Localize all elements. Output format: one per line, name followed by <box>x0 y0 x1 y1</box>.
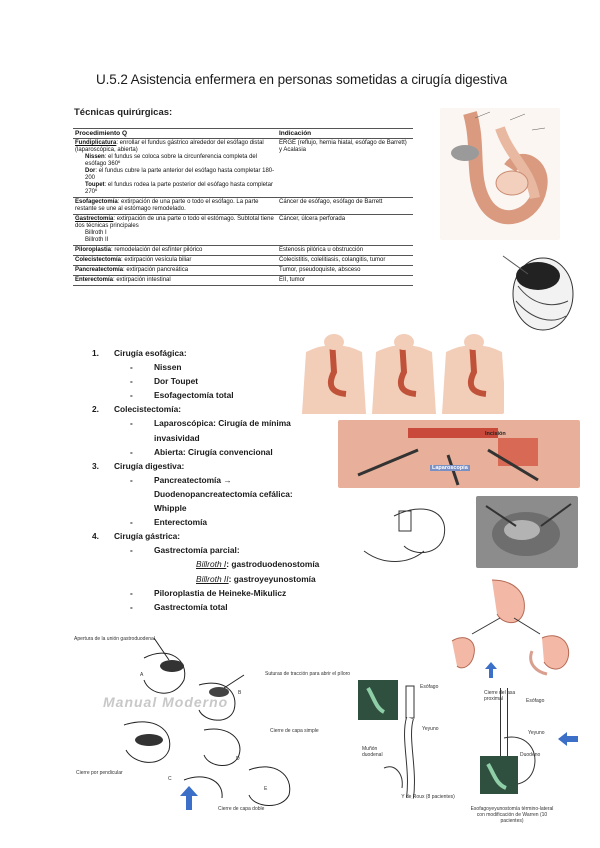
sub-desc: : el fundus se coloca sobre la circunferencia completa del esófago 360º <box>85 154 258 167</box>
laparoscopy-label: Laparoscopia <box>432 465 468 471</box>
section-subtitle: Técnicas quirúrgicas: <box>74 107 173 118</box>
list-subitem-text: Abierta: Cirugía convencional <box>154 446 273 457</box>
table-cell-indication: Estenosis pilórica u obstrucción <box>277 246 413 256</box>
procedures-table <box>73 128 413 286</box>
fig-b-label: B <box>238 690 242 696</box>
list-subitem-cont <box>92 487 319 501</box>
table-row <box>73 246 413 256</box>
fig-d-label: D <box>236 756 240 762</box>
table-row <box>73 256 413 266</box>
page-title: U.5.2 Asistencia enfermera en personas sometidas a cirugía digestiva <box>96 72 508 87</box>
procedure-desc: : extirpación intestinal <box>113 277 171 283</box>
table-row <box>73 266 413 276</box>
procedure-name: Piloroplastia <box>75 247 112 253</box>
jejunum-label: Yeyuno <box>528 730 545 736</box>
list-subitem-cont <box>92 501 319 515</box>
list-subitem: - Gastrectomía total <box>92 600 319 614</box>
apertura-label: Apertura de la unión gastroduodenal <box>74 636 155 642</box>
list-item <box>92 459 319 473</box>
esofago-label-2: Esófago <box>526 698 545 704</box>
laparoscopy-illustration <box>338 420 580 488</box>
y-roux-label: Y de Roux (8 pacientes) <box>401 794 455 800</box>
table-row <box>73 198 413 215</box>
table-cell-procedure <box>73 215 277 246</box>
table-header-procedure: Procedimiento Q <box>73 129 277 139</box>
billroth-illustration <box>432 576 580 680</box>
procedure-desc: : extirpación de una parte o todo el estómago. Subtotal tiene dos técnicas principales <box>75 216 274 229</box>
procedure-desc: : enrollar el fundus gástrico alrededor del esófago distal (laparoscópica, abierta) <box>75 140 264 153</box>
procedure-name: Gastrectomía <box>75 216 114 222</box>
list-label: Cirugía gástrica: <box>114 531 181 542</box>
table-cell-procedure <box>73 198 277 215</box>
list-subitem: - Piloroplastia de Heineke-Mikulicz <box>92 586 319 600</box>
manual-moderno-watermark: Manual Moderno <box>103 694 229 710</box>
table-row <box>73 139 413 198</box>
table-row <box>73 276 413 286</box>
table-cell-procedure <box>73 139 277 198</box>
table-cell-procedure <box>73 246 277 256</box>
list-label: Cirugía digestiva: <box>114 460 185 471</box>
list-subitem-text: Pancreatectomía → <box>154 474 232 485</box>
list-subitem-text: Whipple <box>154 503 187 514</box>
list-item <box>92 346 319 360</box>
sub-desc: Billroth II <box>85 237 109 243</box>
sub-name: Nissen <box>85 154 105 160</box>
table-cell-procedure <box>73 266 277 276</box>
list-subsubitem <box>92 572 319 586</box>
procedure-name: Colecistectomía <box>75 257 122 263</box>
list-subitem-text: Enterectomía <box>154 517 208 528</box>
whipple-photo <box>476 496 578 568</box>
fundoplication-illustration <box>440 108 560 240</box>
sub-desc: : el fundus rodea la parte posterior del esófago hasta completar 270º <box>85 182 273 195</box>
cierre-pendicular-label: Cierre por pendicular <box>76 770 123 776</box>
list-subitem-text: invasividad <box>154 432 200 443</box>
list-subsubitem <box>92 557 319 571</box>
list-subitem: - Gastrectomía parcial: <box>92 543 319 557</box>
table-cell-indication: EII, tumor <box>277 276 413 286</box>
list-subitem: - Pancreatectomía → <box>92 473 319 487</box>
list-subitem-cont <box>92 431 319 445</box>
list-subitem-text: Piloroplastia de Heineke-Mikulicz <box>154 587 287 598</box>
procedure-name: Esofagectomía <box>75 199 118 205</box>
list-subitem-text: Gastrectomía total <box>154 601 228 612</box>
list-subitem-text: Laparoscópica: Cirugía de mínima <box>154 418 291 429</box>
list-number: 2. <box>92 404 99 415</box>
procedure-desc: : extirpación de una parte o todo el esófago. La parte restante se une al estómago remodelado. <box>75 199 259 212</box>
list-subitem: - Laparoscópica: Cirugía de mínima <box>92 416 319 430</box>
procedure-desc: : extirpación vesícula biliar <box>121 257 192 263</box>
fig-e-label: E <box>264 786 268 792</box>
table-cell-indication: ERGE (reflujo, hernia hiatal, esófago de Barrett) y Acalasia <box>277 139 413 198</box>
pyloroplasty-illustration <box>74 630 334 816</box>
duodenum-label: Duodeno <box>520 752 541 758</box>
surgery-list <box>92 346 319 614</box>
list-subitem-text: Dor Toupet <box>154 376 199 387</box>
up-arrow-icon <box>180 786 198 815</box>
table-cell-procedure <box>73 276 277 286</box>
sub-name: Dor <box>85 168 96 174</box>
list-subitem: - Enterectomía <box>92 515 319 529</box>
table-cell-indication: Colecistitis, colelitiasis, colangitis, tumor <box>277 256 413 266</box>
list-subitem: - Nissen <box>92 360 319 374</box>
billroth-desc: : gastroyeyunostomía <box>228 573 316 584</box>
list-subitem: - Abierta: Cirugía convencional <box>92 445 319 459</box>
list-subitem: - Esofagectomía total <box>92 388 319 402</box>
table-cell-indication: Cáncer, úlcera perforada <box>277 215 413 246</box>
fig-c-label: C <box>168 776 172 782</box>
esophageal-surgery-illustration <box>294 332 504 414</box>
list-subitem-text: Esofagectomía total <box>154 390 234 401</box>
table-cell-indication: Cáncer de esófago, esófago de Barrett <box>277 198 413 215</box>
sub-desc: : el fundus cubre la parte anterior del esófago hasta completar 180-200 <box>85 168 275 181</box>
list-subitem-text: Duodenopancreatectomía cefálica: <box>154 488 293 499</box>
table-row <box>73 215 413 246</box>
procedure-name: Fundiplicatura <box>75 140 117 146</box>
esofago-label: Esófago <box>420 684 439 690</box>
table-cell-procedure <box>73 256 277 266</box>
cierre-asa-label: Cierre del asa proximal <box>484 690 516 702</box>
munon-label: Muñón duodenal <box>362 746 383 758</box>
list-number: 4. <box>92 531 99 542</box>
list-number: 1. <box>92 348 99 358</box>
whipple-sketch-illustration <box>354 496 464 568</box>
list-item <box>92 402 319 416</box>
yeyuno-label: Yeyuno <box>422 726 439 732</box>
list-label: Colecistectomía: <box>114 404 182 415</box>
table-header-indication: Indicación <box>277 129 413 139</box>
procedure-desc: : remodelación del esfínter pilórico <box>111 247 203 253</box>
sub-desc: Billroth I <box>85 230 107 236</box>
procedure-desc: : extirpación pancreática <box>123 267 189 273</box>
fig-a-label: A <box>140 672 144 678</box>
procedure-name: Pancreatectomía <box>75 267 124 273</box>
billroth-term: Billroth II <box>196 573 229 584</box>
incision-label: Incisión <box>485 431 506 437</box>
table-cell-indication: Tumor, pseudoquiste, absceso <box>277 266 413 276</box>
left-arrow-icon <box>558 732 578 751</box>
billroth-term: Billroth I <box>196 559 227 570</box>
list-item <box>92 529 319 543</box>
stomach-sketch-illustration <box>498 246 578 334</box>
list-number: 3. <box>92 460 99 471</box>
billroth-desc: : gastroduodenostomía <box>226 559 320 570</box>
cierre-simple-label: Cierre de capa simple <box>270 728 319 734</box>
procedure-name: Enterectomía <box>75 277 114 283</box>
esofagoyeyuno-label: Esofagoyeyunostomía término-lateral con modificación de Warren (10 pacientes) <box>470 806 554 824</box>
list-subitem-text: Nissen <box>154 362 182 373</box>
list-subitem-text: Gastrectomía parcial: <box>154 545 240 556</box>
list-subitem: - Dor Toupet <box>92 374 319 388</box>
suturas-label: Suturas de tracción para abrir el píloro <box>265 671 351 677</box>
cierre-doble-label: Cierre de capa doble <box>218 806 265 812</box>
list-label: Cirugía esofágica: <box>114 348 187 358</box>
sub-name: Toupet <box>85 182 105 188</box>
